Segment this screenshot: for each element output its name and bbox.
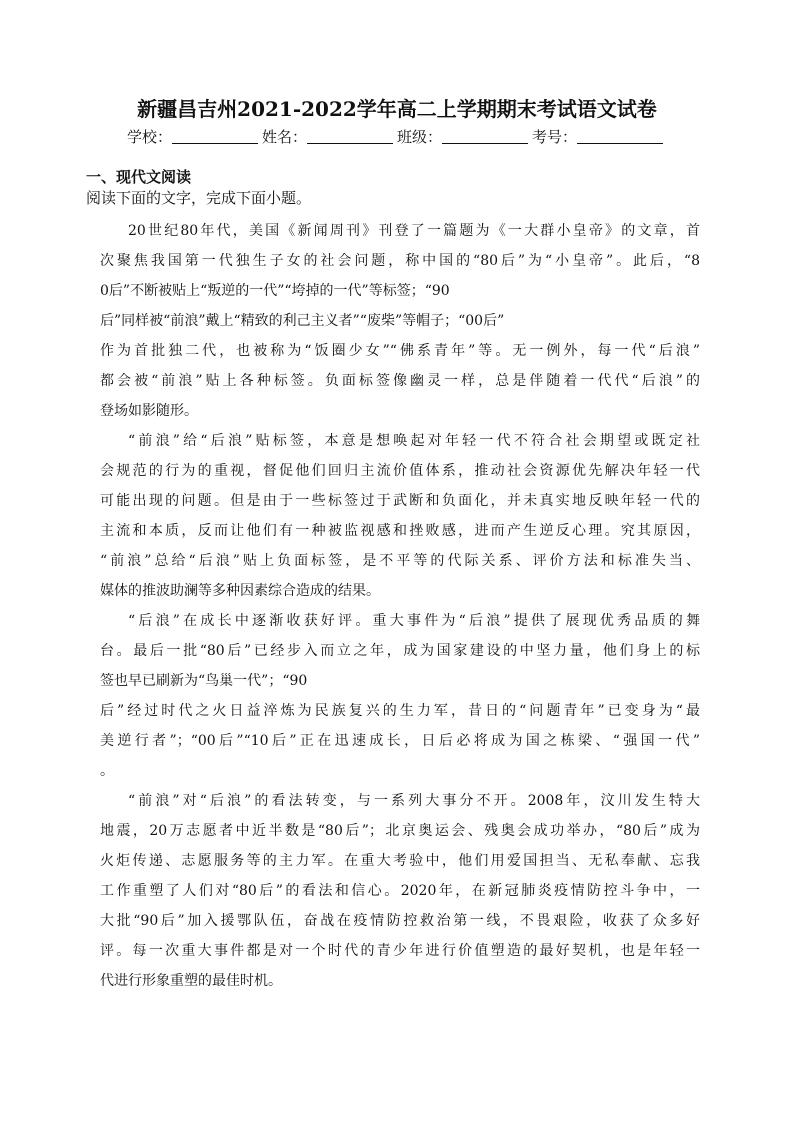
passage-line: 后”同样被“前浪”戴上“精致的利己主义者”“废柴”等帽子；“00后”: [100, 313, 505, 329]
student-info-row: [0, 126, 794, 148]
passage-line: “前浪”给“后浪”贴标签，本意是想唤起对年轻一代不符合社会期望或既定社: [128, 433, 700, 449]
class-field: [397, 126, 532, 148]
document-title: 新疆昌吉州2021-2022学年高二上学期期末考试语文试卷: [137, 97, 657, 121]
exam-number-field: [532, 126, 667, 148]
passage-line: 作为首批独二代，也被称为“饭圈少女”“佛系青年”等。无一例外，每一代“后浪”: [100, 343, 700, 359]
school-blank[interactable]: [172, 127, 258, 144]
passage-line: 可能出现的问题。但是由于一些标签过于武断和负面化，并未真实地反映年轻一代的: [100, 493, 700, 509]
name-blank[interactable]: [307, 127, 393, 144]
passage-line: 工作重塑了人们对“80后”的看法和信心。2020年，在新冠肺炎疫情防控斗争中，一: [100, 883, 700, 899]
name-field: [262, 126, 397, 148]
reading-instruction: 阅读下面的文字，完成下面小题。: [86, 189, 312, 207]
section-heading: 一、现代文阅读: [86, 168, 192, 186]
paragraph-1: [100, 216, 700, 426]
passage-line: 签也早已刷新为“鸟巢一代”；“90: [100, 673, 308, 689]
school-field: [127, 126, 262, 148]
exam-number-blank[interactable]: [577, 127, 663, 144]
passage-line: 大批“90后”加入援鄂队伍，奋战在疫情防控救治第一线，不畏艰险，收获了众多好: [100, 913, 700, 929]
passage-line: “前浪”对“后浪”的看法转变，与一系列大事分不开。2008年，汶川发生特大: [128, 793, 700, 809]
passage-line: “后浪”在成长中逐渐收获好评。重大事件为“后浪”提供了展现优秀品质的舞: [128, 613, 700, 629]
passage-line: 美逆行者”；“00后”“10后”正在迅速成长，日后必将成为国之栋梁、“强国一代”: [100, 733, 700, 749]
passage-line: 。: [100, 763, 114, 779]
passage-line: 评。每一次重大事件都是对一个时代的青少年进行价值塑造的最好契机，也是年轻一: [100, 943, 700, 959]
passage-line: 20世纪80年代，美国《新闻周刊》刊登了一篇题为《一大群小皇帝》的文章，首: [128, 223, 700, 239]
passage-line: 媒体的推波助澜等多种因素综合造成的结果。: [100, 583, 380, 599]
passage-line: 火炬传递、志愿服务等的主力军。在重大考验中，他们用爱国担当、无私奉献、忘我: [100, 853, 700, 869]
name-label: 姓名：: [261, 128, 307, 146]
reading-passage: [100, 216, 700, 996]
passage-line: 都会被“前浪”贴上各种标签。负面标签像幽灵一样，总是伴随着一代代“后浪”的: [100, 373, 700, 389]
exam-number-label: 考号：: [532, 128, 578, 146]
passage-line: 地震，20万志愿者中近半数是“80后”；北京奥运会、残奥会成功举办，“80后”成为: [100, 823, 700, 839]
school-label: 学校：: [126, 128, 172, 146]
class-label: 班级：: [397, 128, 443, 146]
paragraph-2: [100, 426, 700, 606]
class-blank[interactable]: [442, 127, 528, 144]
passage-line: 主流和本质，反而让他们有一种被监视感和挫败感，进而产生逆反心理。究其原因，: [100, 523, 700, 539]
passage-line: 代进行形象重塑的最佳时机。: [100, 973, 282, 989]
passage-line: 0后”不断被贴上“叛逆的一代”“垮掉的一代”等标签；“90: [100, 283, 450, 299]
passage-line: 登场如影随形。: [100, 403, 198, 419]
paragraph-4: [100, 786, 700, 996]
passage-line: 会规范的行为的重视，督促他们回归主流价值体系，推动社会资源优先解决年轻一代: [100, 463, 700, 479]
passage-line: 次聚焦我国第一代独生子女的社会问题，称中国的“80后”为“小皇帝”。此后，“8: [100, 253, 700, 269]
passage-line: 后”经过时代之火日益淬炼为民族复兴的生力军，昔日的“问题青年”已变身为“最: [100, 703, 700, 719]
paragraph-3: [100, 606, 700, 786]
passage-line: 台。最后一批“80后”已经步入而立之年，成为国家建设的中坚力量，他们身上的标: [100, 643, 700, 659]
passage-line: “前浪”总给“后浪”贴上负面标签，是不平等的代际关系、评价方法和标准失当、: [100, 553, 700, 569]
